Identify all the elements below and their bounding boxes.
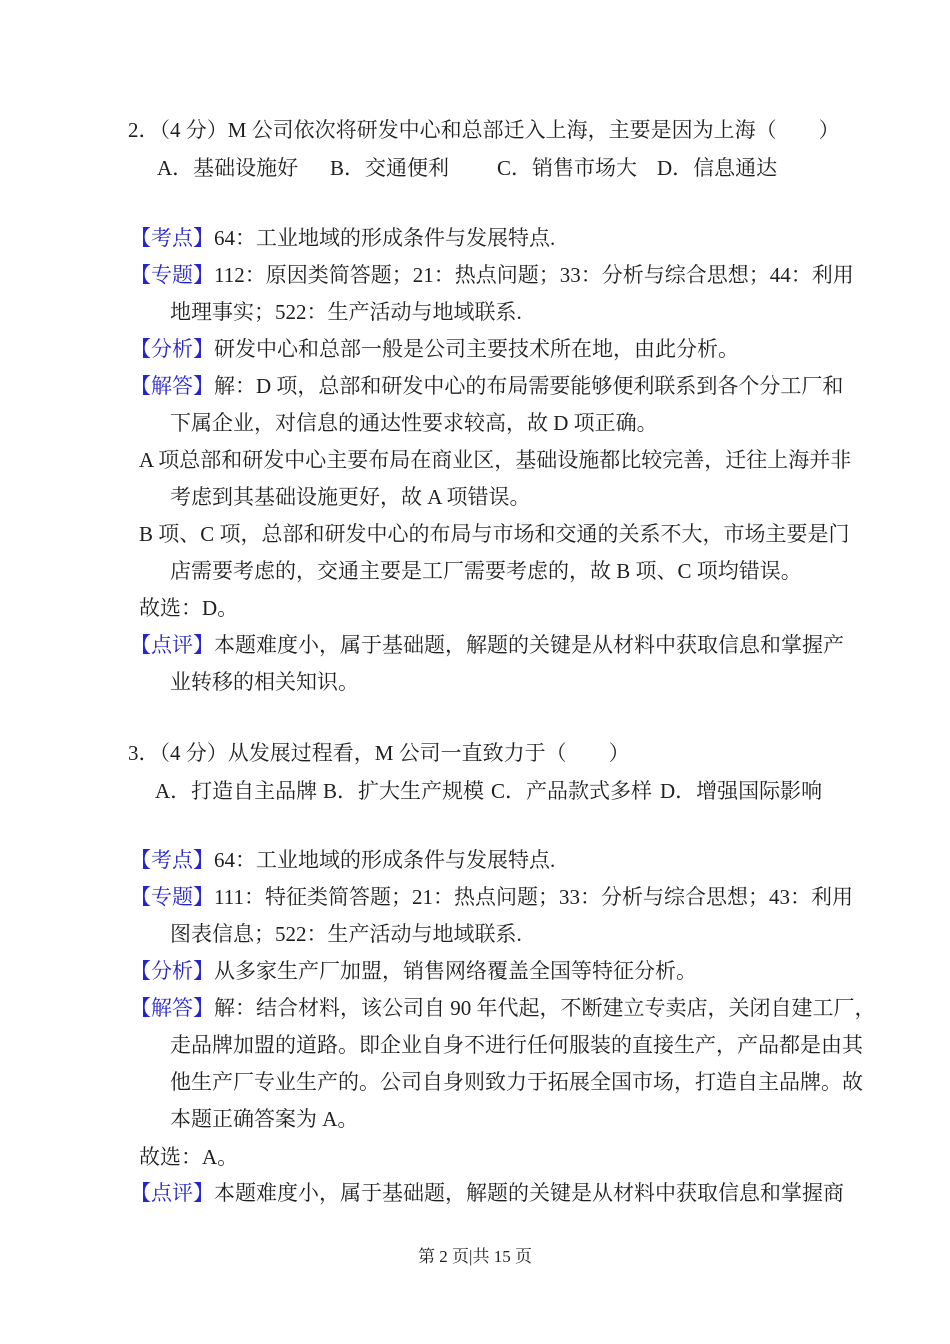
question-3-option-b: B．扩大生产规模 [323, 779, 485, 803]
dianping-text-1: 本题难度小，属于基础题，解题的关键是从材料中获取信息和掌握商 [214, 1181, 844, 1205]
zhuanti-text-2: 图表信息；522：生产活动与地域联系. [170, 922, 522, 946]
question-3-options [155, 778, 855, 805]
question-3-option-a: A．打造自主品牌 [155, 779, 318, 803]
kaodian-text: 64：工业地域的形成条件与发展特点. [214, 226, 556, 250]
jieda-label: 【解答】 [130, 996, 214, 1020]
question-2-option-d: D．信息通达 [657, 156, 778, 180]
kaodian-label: 【考点】 [130, 226, 214, 250]
q2-answer-line [139, 595, 238, 622]
zhuanti-text-1: 112：原因类简答题；21：热点问题；33：分析与综合思想；44：利用 [214, 263, 854, 287]
zhuanti-text-1: 111：特征类简答题；21：热点问题；33：分析与综合思想；43：利用 [214, 885, 853, 909]
fenxi-label: 【分析】 [130, 337, 214, 361]
q2-jieda-line-1 [130, 373, 843, 400]
q2-jieda-line-5 [139, 521, 850, 548]
q3-answer-text: 故选：A。 [139, 1145, 239, 1169]
zhuanti-label: 【专题】 [130, 885, 214, 909]
jieda-text-1: 解：结合材料，该公司自 90 年代起，不断建立专卖店，关闭自建工厂， [214, 996, 876, 1020]
question-3-stem-text: 3．（4 分）从发展过程看，M 公司一直致力于（ ） [128, 741, 630, 765]
q2-kaodian-line [130, 225, 555, 252]
q2-zhuanti-line-2 [170, 299, 522, 326]
fenxi-label: 【分析】 [130, 959, 214, 983]
question-2-options [157, 155, 857, 182]
q2-dianping-line-2 [170, 669, 359, 696]
q3-jieda-line-4 [170, 1106, 358, 1133]
q3-kaodian-line [130, 847, 555, 874]
question-2-option-c: C．销售市场大 [497, 156, 638, 180]
dianping-label: 【点评】 [130, 1181, 214, 1205]
question-2-stem [128, 117, 840, 144]
dianping-label: 【点评】 [130, 633, 214, 657]
jieda-text-3: 他生产厂专业生产的。公司自身则致力于拓展全国市场，打造自主品牌。故 [170, 1070, 863, 1094]
q2-fenxi-line [130, 336, 739, 363]
q3-answer-line [139, 1144, 238, 1171]
jieda-text-4: 考虑到其基础设施更好，故 A 项错误。 [170, 485, 531, 509]
q2-answer-text: 故选：D。 [139, 596, 239, 620]
q3-dianping-line [130, 1180, 844, 1207]
q2-jieda-line-6 [170, 558, 802, 585]
kaodian-label: 【考点】 [130, 848, 214, 872]
jieda-text-4: 本题正确答案为 A。 [170, 1107, 359, 1131]
question-2-option-b: B．交通便利 [330, 156, 450, 180]
q3-jieda-line-3 [170, 1069, 863, 1096]
q3-zhuanti-line-1 [130, 884, 853, 911]
q3-fenxi-line [130, 958, 697, 985]
jieda-text-3: A 项总部和研发中心主要布局在商业区，基础设施都比较完善，迁往上海并非 [139, 448, 852, 472]
question-3-option-d: D．增强国际影响 [660, 779, 823, 803]
jieda-label: 【解答】 [130, 374, 214, 398]
kaodian-text: 64：工业地域的形成条件与发展特点. [214, 848, 556, 872]
jieda-text-5: B 项、C 项，总部和研发中心的布局与市场和交通的关系不大，市场主要是门 [139, 522, 850, 546]
fenxi-text: 从多家生产厂加盟，销售网络覆盖全国等特征分析。 [214, 959, 697, 983]
jieda-text-1: 解：D 项，总部和研发中心的布局需要能够便利联系到各个分工厂和 [214, 374, 844, 398]
zhuanti-text-2: 地理事实；522：生产活动与地域联系. [170, 300, 522, 324]
dianping-text-2: 业转移的相关知识。 [170, 670, 359, 694]
page-number-text: 第 2 页|共 15 页 [418, 1247, 532, 1266]
fenxi-text: 研发中心和总部一般是公司主要技术所在地，由此分析。 [214, 337, 739, 361]
q2-jieda-line-4 [170, 484, 531, 511]
page-number-footer [0, 1246, 950, 1268]
q2-jieda-line-3 [139, 447, 851, 474]
question-2-stem-text: 2．（4 分）M 公司依次将研发中心和总部迁入上海，主要是因为上海（ ） [128, 118, 840, 142]
jieda-text-2: 走品牌加盟的道路。即企业自身不进行任何服装的直接生产，产品都是由其 [170, 1033, 863, 1057]
dianping-text-1: 本题难度小，属于基础题，解题的关键是从材料中获取信息和掌握产 [214, 633, 844, 657]
q2-jieda-line-2 [170, 410, 658, 437]
question-2-option-a: A．基础设施好 [157, 156, 299, 180]
q3-zhuanti-line-2 [170, 921, 522, 948]
jieda-text-6: 店需要考虑的，交通主要是工厂需要考虑的，故 B 项、C 项均错误。 [170, 559, 802, 583]
q3-jieda-line-2 [170, 1032, 863, 1059]
q2-zhuanti-line-1 [130, 262, 854, 289]
q2-dianping-line-1 [130, 632, 844, 659]
question-3-stem [128, 740, 630, 767]
zhuanti-label: 【专题】 [130, 263, 214, 287]
jieda-text-2: 下属企业，对信息的通达性要求较高，故 D 项正确。 [170, 411, 658, 435]
question-3-option-c: C．产品款式多样 [491, 779, 653, 803]
q3-jieda-line-1 [130, 995, 876, 1022]
